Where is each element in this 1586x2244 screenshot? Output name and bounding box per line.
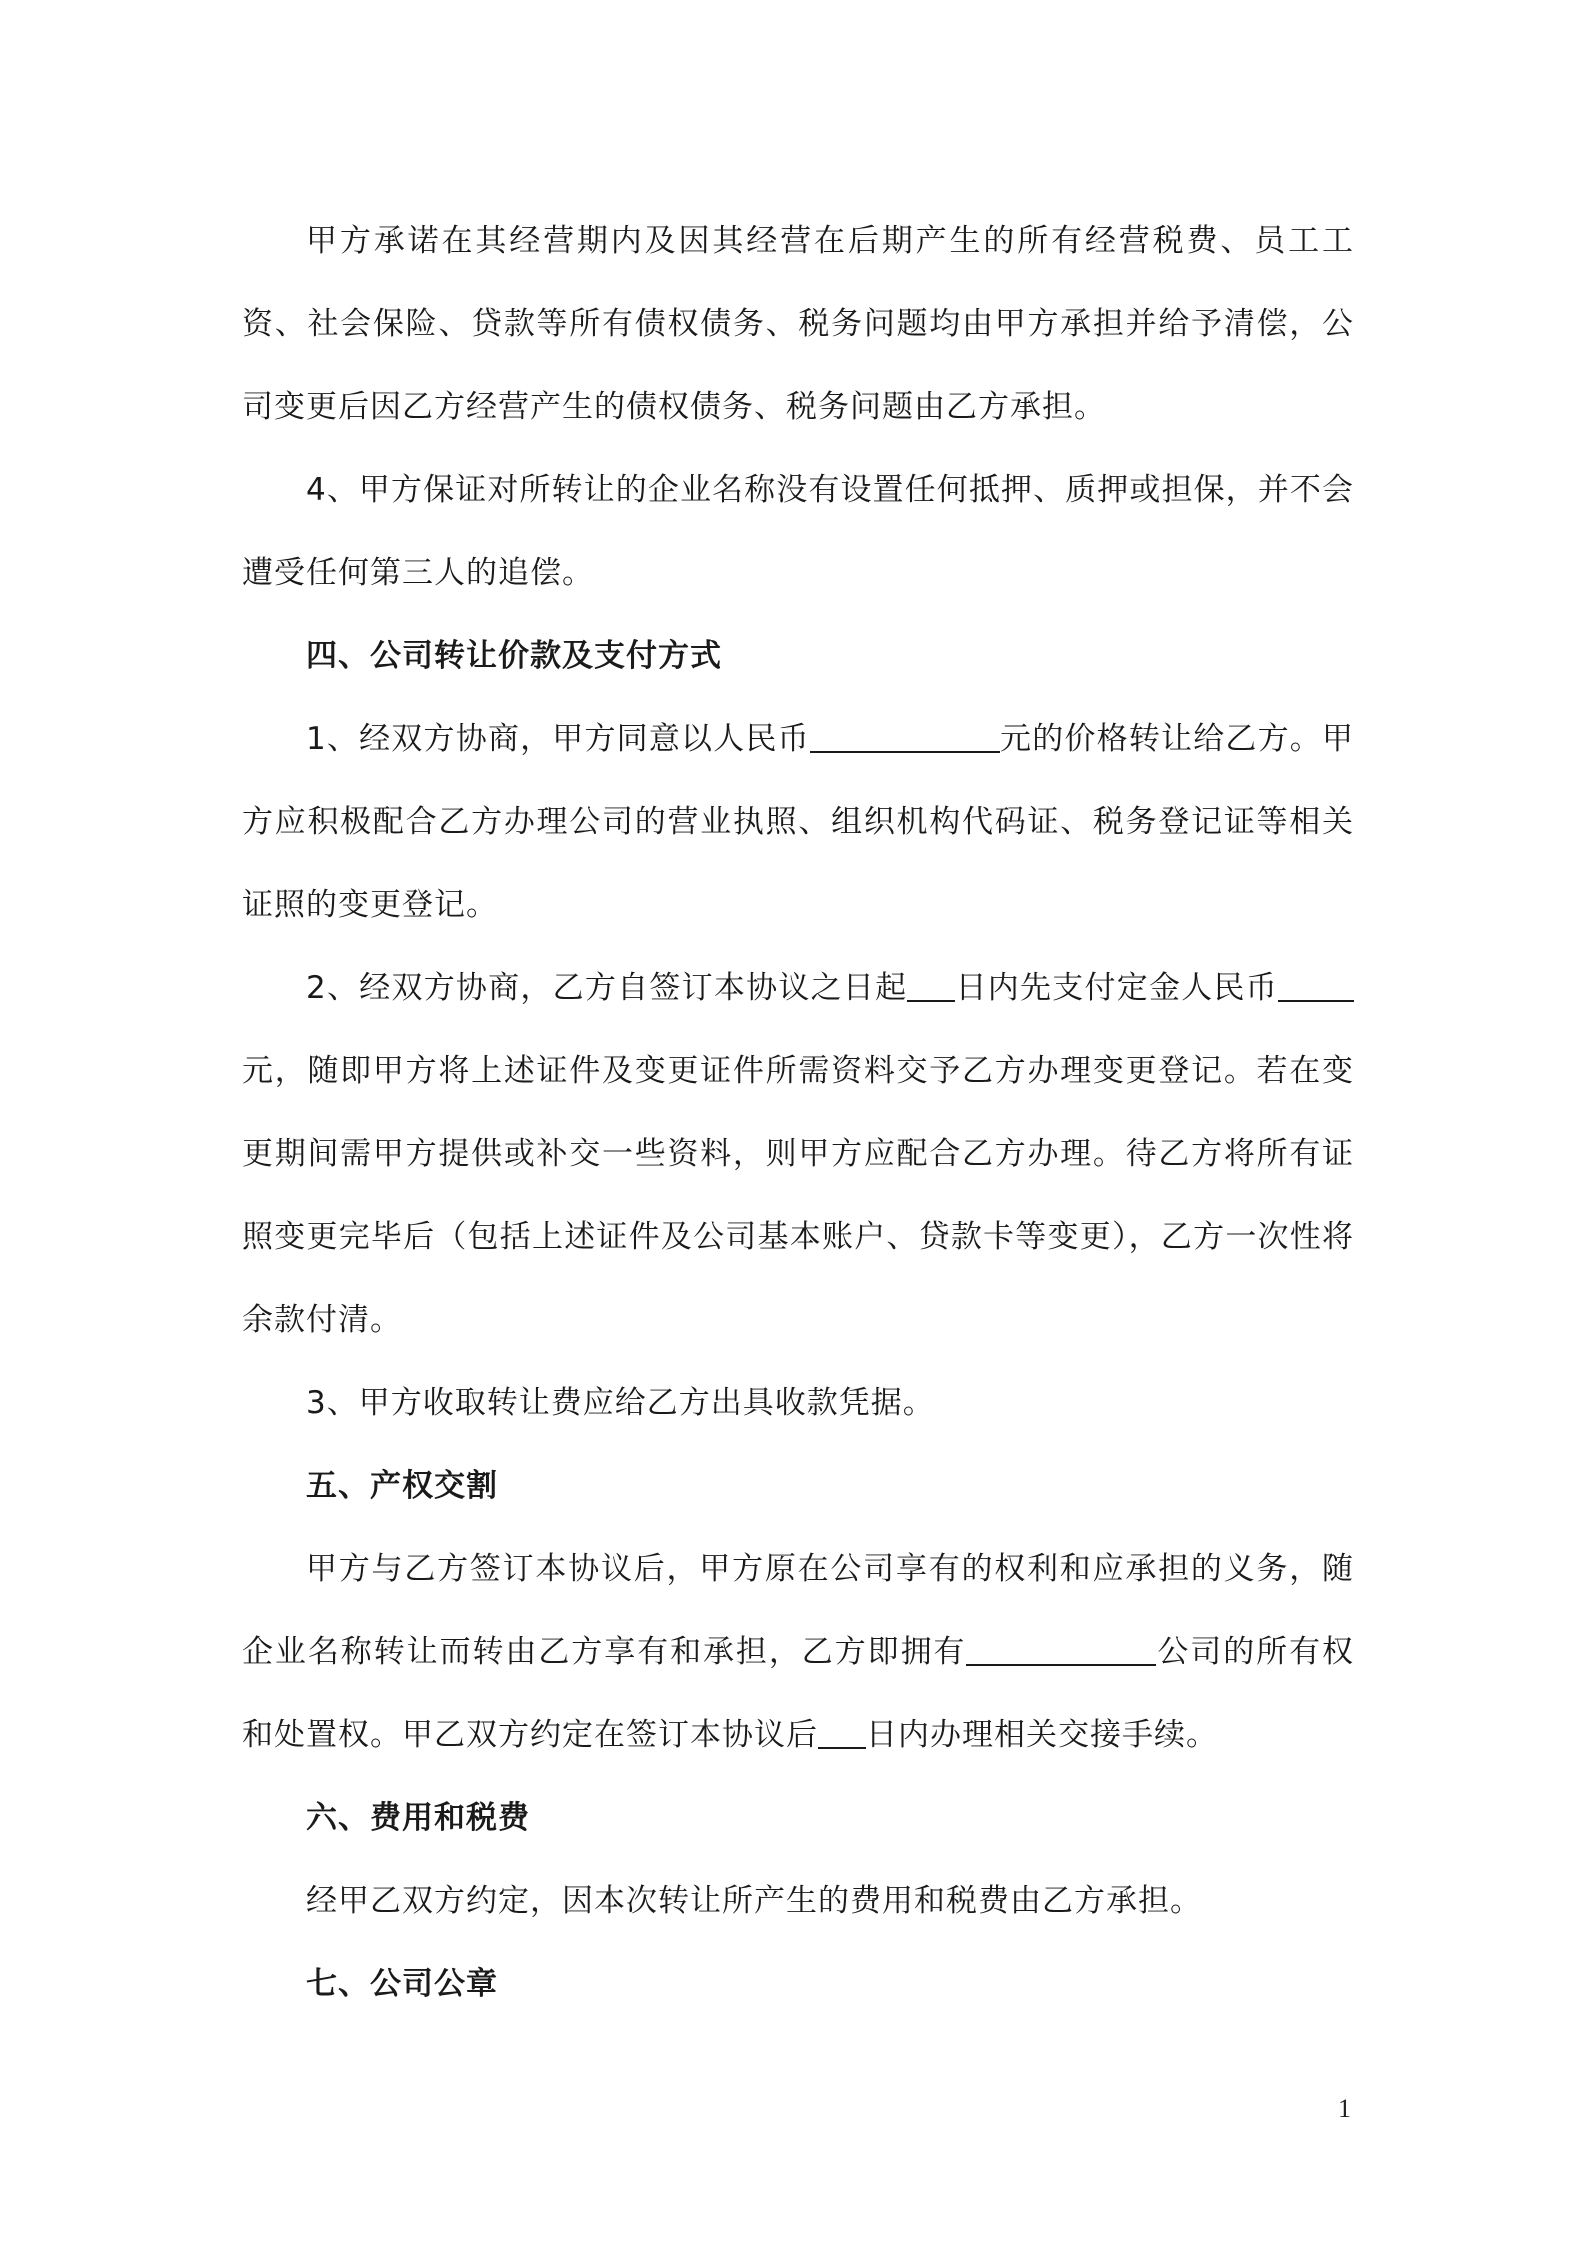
- section-heading-fees-taxes: 六、费用和税费: [306, 1800, 530, 1836]
- transfer-price-text-a: 1、经双方协商，甲方同意以人民币: [306, 721, 810, 757]
- paragraph-property-transfer: [242, 1528, 1354, 1777]
- days-blank: [907, 970, 955, 1002]
- handover-days-blank: [818, 1717, 866, 1749]
- company-name-blank: [966, 1634, 1156, 1666]
- paragraph-transfer-price: [242, 698, 1354, 947]
- property-text-b: 公司的所有权和处置权。甲乙双方约定在签订本协议后: [242, 1634, 1355, 1753]
- paragraph-fees-taxes: 经甲乙双方约定，因本次转让所产生的费用和税费由乙方承担。: [306, 1883, 1202, 1919]
- section-heading-property-delivery: 五、产权交割: [306, 1468, 498, 1504]
- section-heading-price-payment: 四、公司转让价款及支付方式: [306, 638, 722, 674]
- paragraph-receipt: 3、甲方收取转让费应给乙方出具收款凭据。: [306, 1385, 935, 1421]
- property-text-c: 日内办理相关交接手续。: [866, 1717, 1218, 1753]
- deposit-text-b: 日内先支付定金人民币: [955, 970, 1278, 1006]
- deposit-text-a: 2、经双方协商，乙方自签订本协议之日起: [306, 970, 908, 1006]
- section-heading-company-seal: 七、公司公章: [306, 1966, 498, 2002]
- document-body: [242, 200, 1354, 2026]
- paragraph-no-mortgage: 4、甲方保证对所转让的企业名称没有设置任何抵押、质押或担保，并不会遭受任何第三人的追偿。: [242, 472, 1354, 591]
- paragraph-deposit-payment: [242, 947, 1354, 1362]
- property-text-a: 甲方与乙方签订本协议后，甲方原在公司享有的权利和应承担的义务，随企业名称转让而转由乙方享有和承担，乙方即拥有: [242, 1551, 1354, 1670]
- paragraph-debt-commitment: 甲方承诺在其经营期内及因其经营在后期产生的所有经营税费、员工工资、社会保险、贷款等所有债权债务、税务问题均由甲方承担并给予清偿，公司变更后因乙方经营产生的债权债务、税务问题由乙方承担。: [242, 223, 1354, 425]
- deposit-text-c: 元，随即甲方将上述证件及变更证件所需资料交予乙方办理变更登记。若在变更期间需甲方提供或补交一些资料，则甲方应配合乙方办理。待乙方将所有证照变更完毕后（包括上述证件及公司基本账户、贷款卡等变更），乙方一次性将余款付清。: [242, 1053, 1354, 1338]
- price-blank: [810, 721, 1000, 753]
- deposit-amount-blank: [1278, 970, 1354, 1002]
- page-number: 1: [1338, 2094, 1351, 2123]
- transfer-price-text-b: 元的价格转让给乙方。甲方应积极配合乙方办理公司的营业执照、组织机构代码证、税务登记证等相关证照的变更登记。: [242, 721, 1354, 923]
